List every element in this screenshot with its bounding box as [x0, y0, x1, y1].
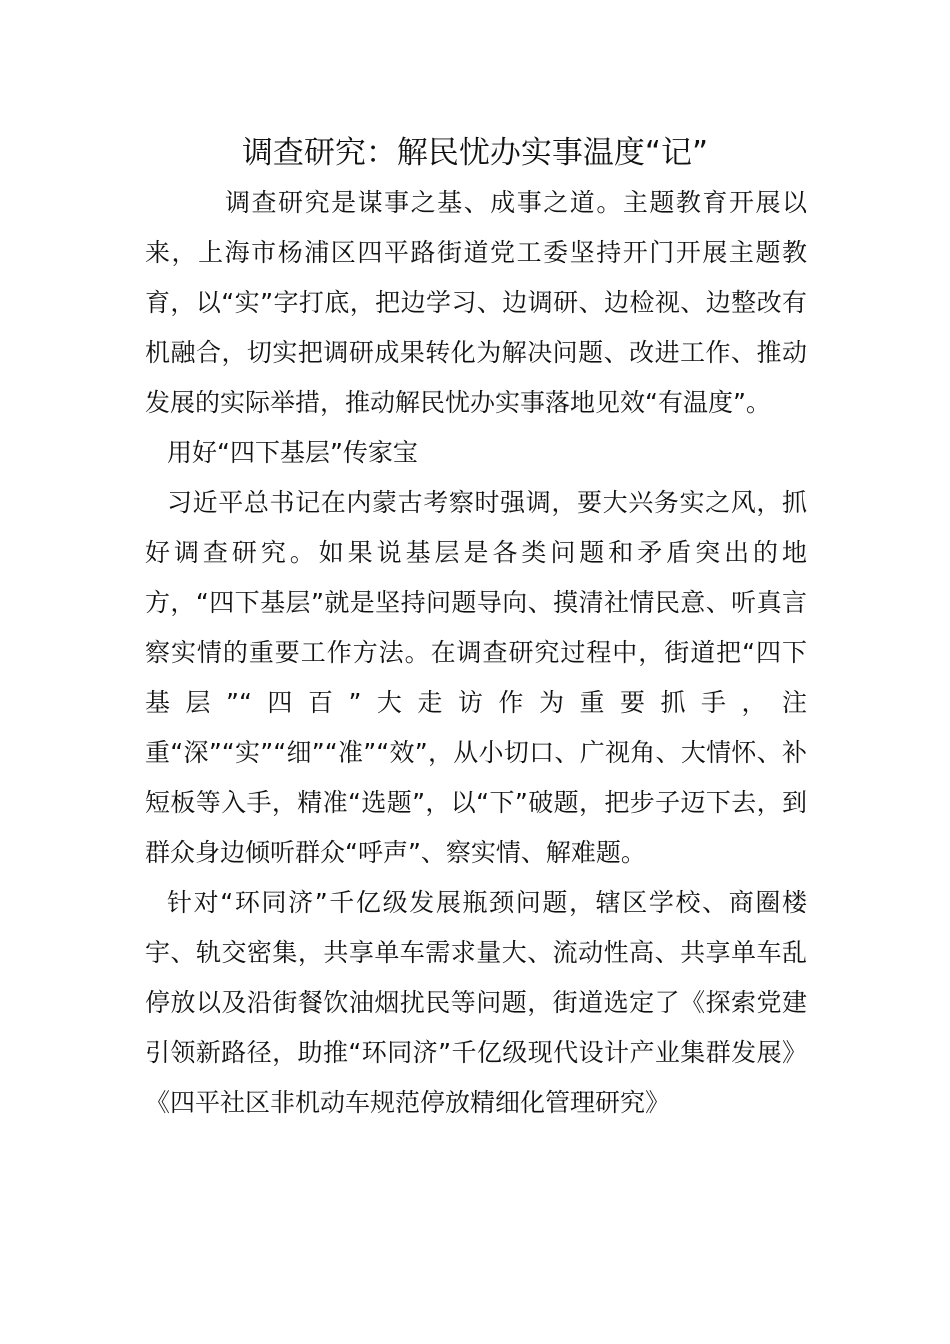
section-heading: 用好“四下基层”传家宝 [167, 438, 418, 467]
paragraph-tongji: 针对“环同济”千亿级发展瓶颈问题，辖区学校、商圈楼宇、轨交密集，共享单车需求量大、流动性高、共享单车乱停放以及沿街餐饮油烟扰民等问题，街道选定了《探索党建引领新路径，助推“环同济”千亿级现代设计产业集群发展》《四平社区非机动车规范停放精细化管理研究》 [145, 888, 807, 1117]
document-title: 调查研究：解民忧办实事温度“记” [241, 135, 709, 171]
paragraph-four-down: 习近平总书记在内蒙古考察时强调，要大兴务实之风，抓好调查研究。如果说基层是各类问题和矛盾突出的地方，“四下基层”就是坚持问题导向、摸清社情民意、听真言察实情的重要工作方法。在调查研究过程中，街道把“四下基层”“四百”大走访作为重要抓手，注重“深”“实”“细”“准”“效”，从小切口、广视角、大情怀、补短板等入手，精准“选题”，以“下”破题，把步子迈下去，到群众身边倾听群众“呼声”、察实情、解难题。 [145, 488, 807, 867]
document-body [145, 178, 807, 1128]
paragraph-intro: 调查研究是谋事之基、成事之道。主题教育开展以来，上海市杨浦区四平路街道党工委坚持开门开展主题教育，以“实”字打底，把边学习、边调研、边检视、边整改有机融合，切实把调研成果转化为解决问题、改进工作、推动发展的实际举措，推动解民忧办实事落地见效“有温度”。 [145, 188, 807, 417]
